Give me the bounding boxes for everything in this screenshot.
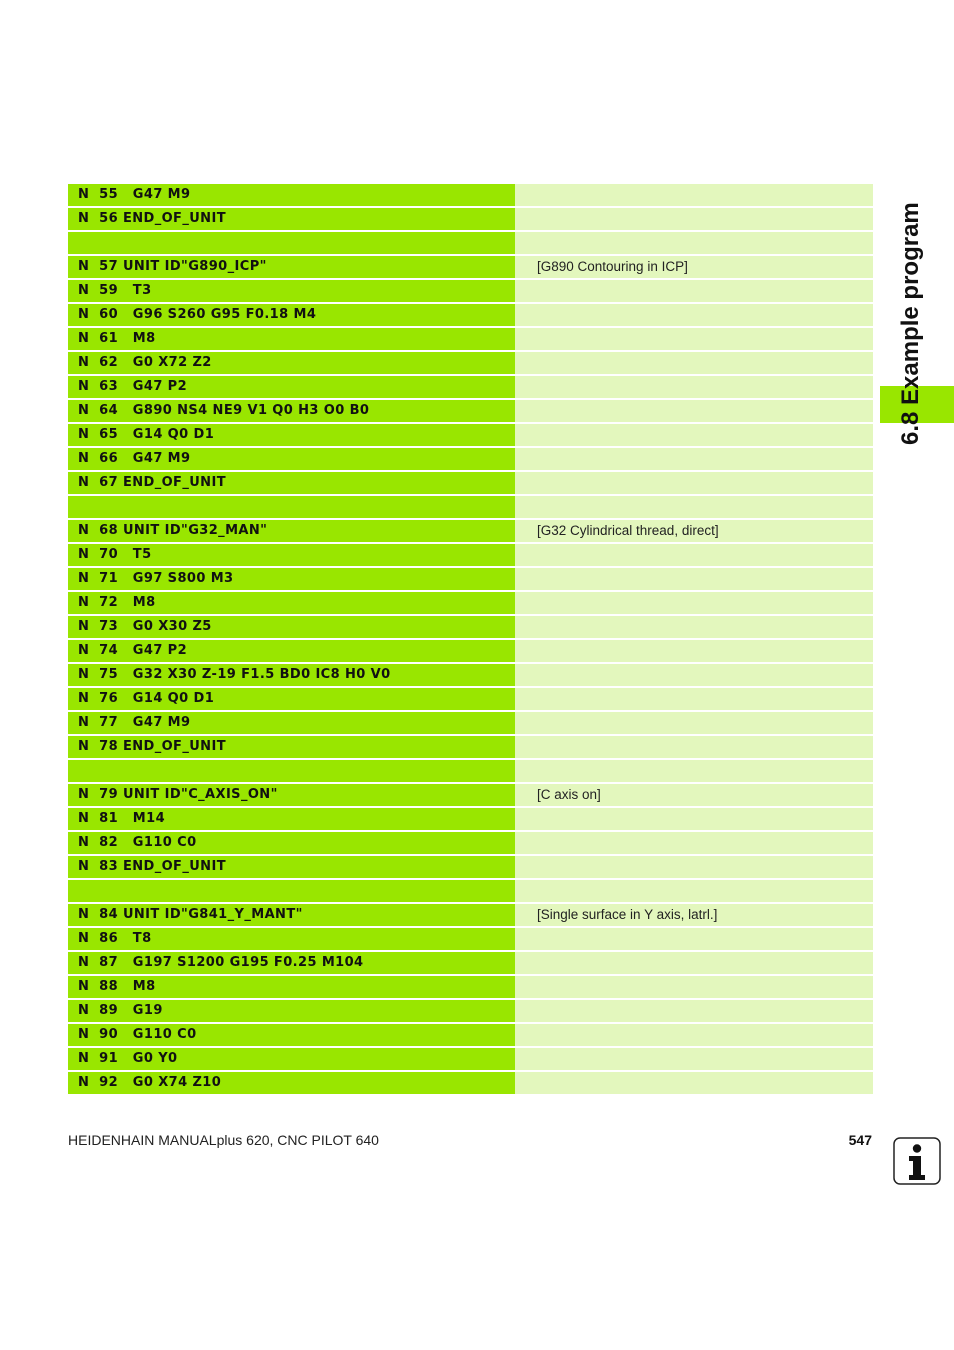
table-row bbox=[68, 544, 873, 568]
table-row bbox=[68, 688, 873, 712]
nc-code-cell: N 63 G47 P2 bbox=[68, 376, 515, 398]
nc-code-cell: N 74 G47 P2 bbox=[68, 640, 515, 662]
nc-code-cell: N 78 END_OF_UNIT bbox=[68, 736, 515, 758]
table-row bbox=[68, 952, 873, 976]
comment-cell bbox=[515, 592, 873, 614]
comment-cell bbox=[515, 976, 873, 998]
nc-code-cell: N 62 G0 X72 Z2 bbox=[68, 352, 515, 374]
table-row bbox=[68, 472, 873, 496]
comment-cell bbox=[515, 1048, 873, 1070]
nc-code-cell: N 87 G197 S1200 G195 F0.25 M104 bbox=[68, 952, 515, 974]
table-row bbox=[68, 304, 873, 328]
table-row bbox=[68, 760, 873, 784]
table-row bbox=[68, 928, 873, 952]
table-row bbox=[68, 496, 873, 520]
table-row bbox=[68, 448, 873, 472]
nc-code-cell: N 92 G0 X74 Z10 bbox=[68, 1072, 515, 1094]
nc-code-cell: N 83 END_OF_UNIT bbox=[68, 856, 515, 878]
nc-code-cell: N 71 G97 S800 M3 bbox=[68, 568, 515, 590]
comment-cell bbox=[515, 568, 873, 590]
comment-cell bbox=[515, 328, 873, 350]
table-row bbox=[68, 1072, 873, 1096]
comment-cell bbox=[515, 1072, 873, 1094]
info-icon bbox=[893, 1137, 941, 1185]
nc-code-cell: N 68 UNIT ID"G32_MAN" bbox=[68, 520, 515, 542]
comment-cell bbox=[515, 760, 873, 782]
comment-cell bbox=[515, 448, 873, 470]
comment-cell: [Single surface in Y axis, latrl.] bbox=[515, 904, 873, 926]
nc-code-cell: N 89 G19 bbox=[68, 1000, 515, 1022]
table-row bbox=[68, 568, 873, 592]
nc-code-cell: N 75 G32 X30 Z-19 F1.5 BD0 IC8 H0 V0 bbox=[68, 664, 515, 686]
table-row bbox=[68, 640, 873, 664]
comment-cell bbox=[515, 616, 873, 638]
nc-code-cell: N 66 G47 M9 bbox=[68, 448, 515, 470]
comment-cell bbox=[515, 184, 873, 206]
table-row bbox=[68, 664, 873, 688]
comment-cell bbox=[515, 808, 873, 830]
comment-cell: [G890 Contouring in ICP] bbox=[515, 256, 873, 278]
nc-code-cell bbox=[68, 496, 515, 518]
page-number: 547 bbox=[848, 1132, 872, 1148]
table-row bbox=[68, 712, 873, 736]
table-row bbox=[68, 184, 873, 208]
comment-cell bbox=[515, 832, 873, 854]
nc-code-cell: N 82 G110 C0 bbox=[68, 832, 515, 854]
comment-cell: [C axis on] bbox=[515, 784, 873, 806]
comment-cell bbox=[515, 208, 873, 230]
table-row bbox=[68, 256, 873, 280]
table-row bbox=[68, 808, 873, 832]
comment-cell bbox=[515, 952, 873, 974]
nc-code-cell: N 76 G14 Q0 D1 bbox=[68, 688, 515, 710]
nc-code-cell: N 90 G110 C0 bbox=[68, 1024, 515, 1046]
table-row bbox=[68, 328, 873, 352]
footer-manual-title: HEIDENHAIN MANUALplus 620, CNC PILOT 640 bbox=[68, 1132, 379, 1148]
nc-code-cell: N 79 UNIT ID"C_AXIS_ON" bbox=[68, 784, 515, 806]
comment-cell bbox=[515, 496, 873, 518]
comment-cell bbox=[515, 1024, 873, 1046]
nc-code-cell: N 77 G47 M9 bbox=[68, 712, 515, 734]
table-row bbox=[68, 400, 873, 424]
nc-code-cell: N 70 T5 bbox=[68, 544, 515, 566]
comment-cell: [G32 Cylindrical thread, direct] bbox=[515, 520, 873, 542]
nc-code-cell: N 64 G890 NS4 NE9 V1 Q0 H3 O0 B0 bbox=[68, 400, 515, 422]
table-row bbox=[68, 1024, 873, 1048]
comment-cell bbox=[515, 544, 873, 566]
table-row bbox=[68, 424, 873, 448]
table-row bbox=[68, 784, 873, 808]
table-row bbox=[68, 592, 873, 616]
nc-code-cell: N 59 T3 bbox=[68, 280, 515, 302]
section-title-text: 6.8 Example program bbox=[897, 202, 924, 445]
comment-cell bbox=[515, 376, 873, 398]
nc-code-cell: N 88 M8 bbox=[68, 976, 515, 998]
nc-code-cell bbox=[68, 232, 515, 254]
comment-cell bbox=[515, 352, 873, 374]
table-row bbox=[68, 232, 873, 256]
table-row bbox=[68, 1000, 873, 1024]
table-row bbox=[68, 904, 873, 928]
table-row bbox=[68, 352, 873, 376]
table-row bbox=[68, 616, 873, 640]
nc-code-cell: N 55 G47 M9 bbox=[68, 184, 515, 206]
table-row bbox=[68, 376, 873, 400]
comment-cell bbox=[515, 424, 873, 446]
comment-cell bbox=[515, 664, 873, 686]
comment-cell bbox=[515, 1000, 873, 1022]
table-row bbox=[68, 208, 873, 232]
table-row bbox=[68, 280, 873, 304]
table-row bbox=[68, 832, 873, 856]
comment-cell bbox=[515, 640, 873, 662]
nc-code-cell: N 72 M8 bbox=[68, 592, 515, 614]
comment-cell bbox=[515, 928, 873, 950]
nc-code-cell: N 60 G96 S260 G95 F0.18 M4 bbox=[68, 304, 515, 326]
comment-cell bbox=[515, 232, 873, 254]
table-row bbox=[68, 736, 873, 760]
nc-code-cell bbox=[68, 760, 515, 782]
comment-cell bbox=[515, 712, 873, 734]
nc-code-cell bbox=[68, 880, 515, 902]
table-row bbox=[68, 520, 873, 544]
comment-cell bbox=[515, 304, 873, 326]
nc-code-cell: N 81 M14 bbox=[68, 808, 515, 830]
nc-code-cell: N 57 UNIT ID"G890_ICP" bbox=[68, 256, 515, 278]
nc-code-cell: N 86 T8 bbox=[68, 928, 515, 950]
comment-cell bbox=[515, 688, 873, 710]
nc-code-cell: N 84 UNIT ID"G841_Y_MANT" bbox=[68, 904, 515, 926]
table-row bbox=[68, 1048, 873, 1072]
nc-code-cell: N 73 G0 X30 Z5 bbox=[68, 616, 515, 638]
nc-code-cell: N 61 M8 bbox=[68, 328, 515, 350]
program-table bbox=[68, 184, 873, 1096]
nc-code-cell: N 56 END_OF_UNIT bbox=[68, 208, 515, 230]
comment-cell bbox=[515, 280, 873, 302]
nc-code-cell: N 91 G0 Y0 bbox=[68, 1048, 515, 1070]
comment-cell bbox=[515, 400, 873, 422]
comment-cell bbox=[515, 736, 873, 758]
nc-code-cell: N 65 G14 Q0 D1 bbox=[68, 424, 515, 446]
comment-cell bbox=[515, 472, 873, 494]
comment-cell bbox=[515, 856, 873, 878]
table-row bbox=[68, 856, 873, 880]
table-row bbox=[68, 880, 873, 904]
nc-code-cell: N 67 END_OF_UNIT bbox=[68, 472, 515, 494]
table-row bbox=[68, 976, 873, 1000]
comment-cell bbox=[515, 880, 873, 902]
